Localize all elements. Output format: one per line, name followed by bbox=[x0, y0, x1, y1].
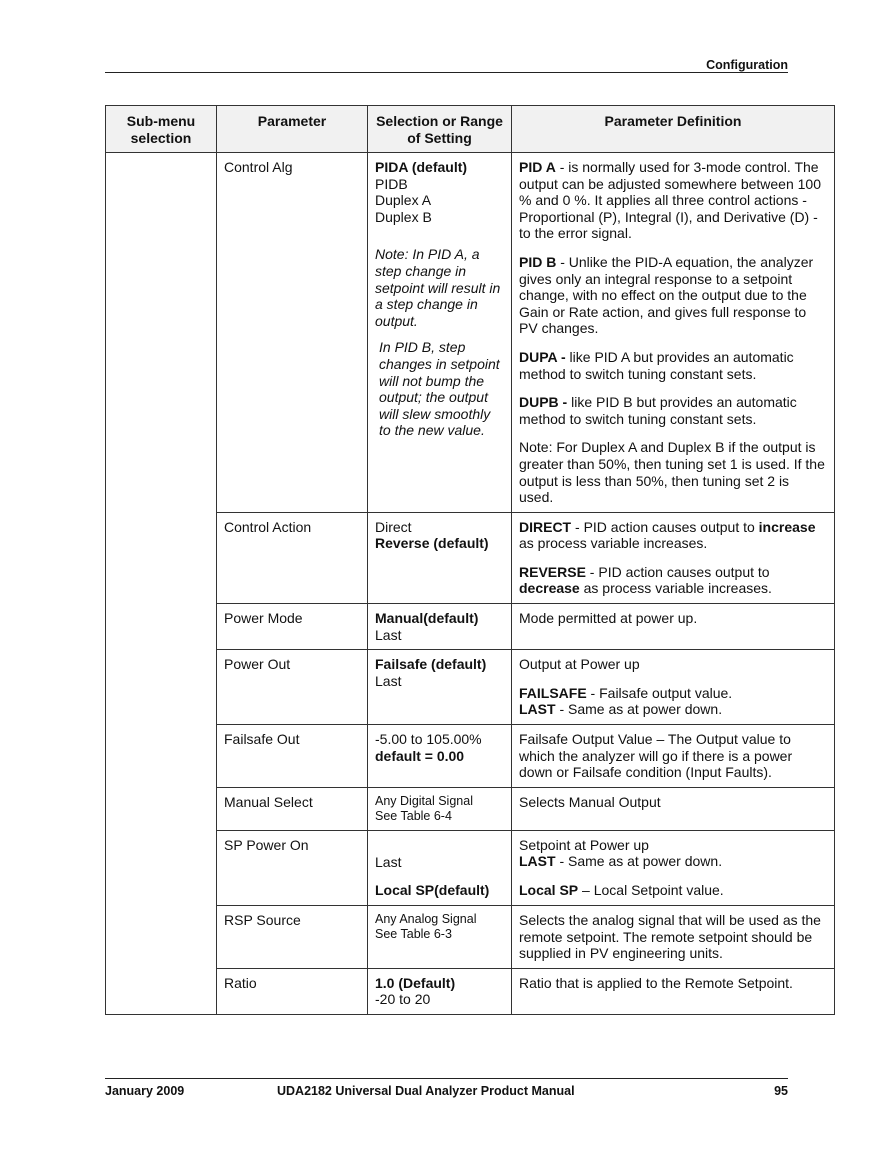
selection-cell bbox=[368, 153, 512, 513]
header-definition: Parameter Definition bbox=[512, 106, 835, 153]
selection-option: See Table 6-4 bbox=[375, 808, 452, 823]
header-submenu: Sub-menu selection bbox=[106, 106, 217, 153]
parameter-cell: Ratio bbox=[217, 968, 368, 1014]
definition-cell bbox=[512, 830, 835, 905]
definition-text: - is normally used for 3-mode control. The output can be adjusted somewhere between 100 % and 0 %. It applies all three control actions -Proportional (P), Integral (I), and Derivative (D) - to the error signal. bbox=[519, 159, 821, 242]
definition-text: as process variable increases. bbox=[519, 535, 708, 552]
selection-cell bbox=[368, 604, 512, 650]
definition-paragraph bbox=[519, 159, 827, 242]
parameter-cell: Failsafe Out bbox=[217, 725, 368, 788]
selection-option: Last bbox=[375, 626, 402, 643]
definition-term: DUPA - bbox=[519, 348, 566, 365]
definition-term: Local SP bbox=[519, 882, 579, 898]
footer-date: January 2009 bbox=[105, 1084, 185, 1098]
header-selection: Selection or Range of Setting bbox=[368, 106, 512, 153]
definition-term: DUPB - bbox=[519, 394, 568, 411]
parameter-cell: Manual Select bbox=[217, 787, 368, 830]
parameter-cell: Control Alg bbox=[217, 153, 368, 513]
table-header-row bbox=[106, 106, 835, 153]
definition-term: LAST bbox=[519, 853, 556, 870]
definition-text: - Unlike the PID-A equation, the analyzer gives only an integral response to a setpoint change, with no effect on the output due to the Gain or Rate action, and gives full response to PV changes. bbox=[519, 253, 814, 337]
definition-term: DIRECT bbox=[519, 518, 572, 535]
selection-note: Note: In PID A, a step change in setpoint will result in a step change in output. bbox=[375, 246, 501, 329]
definition-emphasis: decrease bbox=[519, 580, 580, 597]
definition-paragraph bbox=[519, 519, 827, 552]
selection-cell bbox=[368, 906, 512, 969]
selection-default: Manual(default) bbox=[375, 610, 479, 627]
definition-text: - PID action causes output to bbox=[571, 518, 759, 535]
selection-option: -20 to 20 bbox=[375, 991, 431, 1008]
header-parameter: Parameter bbox=[217, 106, 368, 153]
selection-default: default = 0.00 bbox=[375, 747, 465, 764]
submenu-cell bbox=[106, 153, 217, 1015]
definition-cell bbox=[512, 512, 835, 603]
definition-paragraph: Setpoint at Power up bbox=[519, 836, 649, 853]
definition-text: - PID action causes output to bbox=[585, 563, 770, 580]
definition-text: like PID B but provides an automatic method to switch tuning constant sets. bbox=[519, 394, 797, 427]
definition-cell bbox=[512, 650, 835, 725]
selection-option: See Table 6-3 bbox=[375, 927, 452, 941]
parameter-cell: Power Mode bbox=[217, 604, 368, 650]
selection-cell bbox=[368, 650, 512, 725]
footer-rule bbox=[105, 1078, 788, 1079]
definition-paragraph bbox=[519, 254, 827, 337]
selection-option: Any Analog Signal bbox=[375, 912, 477, 926]
parameter-cell: SP Power On bbox=[217, 830, 368, 905]
definition-term: FAILSAFE bbox=[519, 684, 587, 701]
definition-term: PID A bbox=[519, 159, 556, 175]
selection-default: PIDA (default) bbox=[375, 159, 468, 175]
definition-cell: Failsafe Output Value – The Output value to which the analyzer will go if there is a power down or Failsafe condition (Input Faults). bbox=[512, 725, 835, 788]
parameter-cell: Control Action bbox=[217, 512, 368, 603]
selection-default: Failsafe (default) bbox=[375, 656, 487, 673]
parameter-cell: RSP Source bbox=[217, 906, 368, 969]
selection-cell bbox=[368, 968, 512, 1014]
definition-cell: Mode permitted at power up. bbox=[512, 604, 835, 650]
selection-cell bbox=[368, 830, 512, 905]
definition-paragraph bbox=[519, 394, 827, 427]
definition-term: REVERSE bbox=[519, 563, 586, 580]
selection-option: Last bbox=[375, 672, 402, 689]
selection-cell bbox=[368, 725, 512, 788]
definition-text: - Same as at power down. bbox=[555, 853, 723, 870]
table-row bbox=[106, 153, 835, 513]
selection-cell bbox=[368, 787, 512, 830]
selection-note: In PID B, step changes in setpoint will not bump the output; the output will slew smoothly to the new value. bbox=[379, 339, 500, 439]
definition-paragraph bbox=[519, 701, 827, 718]
selection-option: Duplex B bbox=[375, 208, 432, 225]
header-rule bbox=[105, 72, 788, 73]
definition-cell bbox=[512, 153, 835, 513]
definition-paragraph bbox=[519, 349, 827, 382]
selection-option: Last bbox=[375, 853, 402, 870]
footer-page-number: 95 bbox=[774, 1084, 788, 1098]
selection-default: 1.0 (Default) bbox=[375, 974, 456, 991]
parameter-cell: Power Out bbox=[217, 650, 368, 725]
selection-option: Duplex A bbox=[375, 192, 432, 209]
configuration-table bbox=[105, 105, 835, 1015]
selection-cell bbox=[368, 512, 512, 603]
definition-text: – Local Setpoint value. bbox=[578, 882, 724, 898]
definition-paragraph: Output at Power up bbox=[519, 656, 640, 673]
selection-default: Local SP(default) bbox=[375, 882, 490, 899]
definition-cell: Selects Manual Output bbox=[512, 787, 835, 830]
definition-text: like PID A but provides an automatic method to switch tuning constant sets. bbox=[519, 348, 794, 382]
definition-emphasis: increase bbox=[758, 518, 816, 535]
footer-manual-title: UDA2182 Universal Dual Analyzer Product Manual bbox=[277, 1084, 575, 1098]
definition-cell: Ratio that is applied to the Remote Setpoint. bbox=[512, 968, 835, 1014]
definition-paragraph bbox=[519, 564, 827, 597]
definition-text: as process variable increases. bbox=[579, 580, 772, 597]
definition-term: LAST bbox=[519, 701, 556, 718]
definition-note: Note: For Duplex A and Duplex B if the output is greater than 50%, then tuning set 1 is used. If the output is less than 50%, then tuning set 2 is used. bbox=[519, 439, 825, 506]
page-header-title: Configuration bbox=[706, 58, 788, 72]
definition-cell: Selects the analog signal that will be used as the remote setpoint. The remote setpoint should be supplied in PV engineering units. bbox=[512, 906, 835, 969]
selection-option: -5.00 to 105.00% bbox=[375, 731, 482, 748]
selection-option: Any Digital Signal bbox=[375, 793, 473, 808]
definition-term: PID B bbox=[519, 253, 557, 270]
definition-paragraph bbox=[519, 685, 827, 702]
selection-option: Direct bbox=[375, 518, 412, 535]
definition-text: - Same as at power down. bbox=[555, 701, 723, 718]
selection-option: PIDB bbox=[375, 175, 408, 192]
definition-paragraph bbox=[519, 882, 827, 899]
selection-default: Reverse (default) bbox=[375, 535, 489, 552]
definition-text: - Failsafe output value. bbox=[586, 684, 733, 701]
definition-paragraph bbox=[519, 853, 827, 870]
